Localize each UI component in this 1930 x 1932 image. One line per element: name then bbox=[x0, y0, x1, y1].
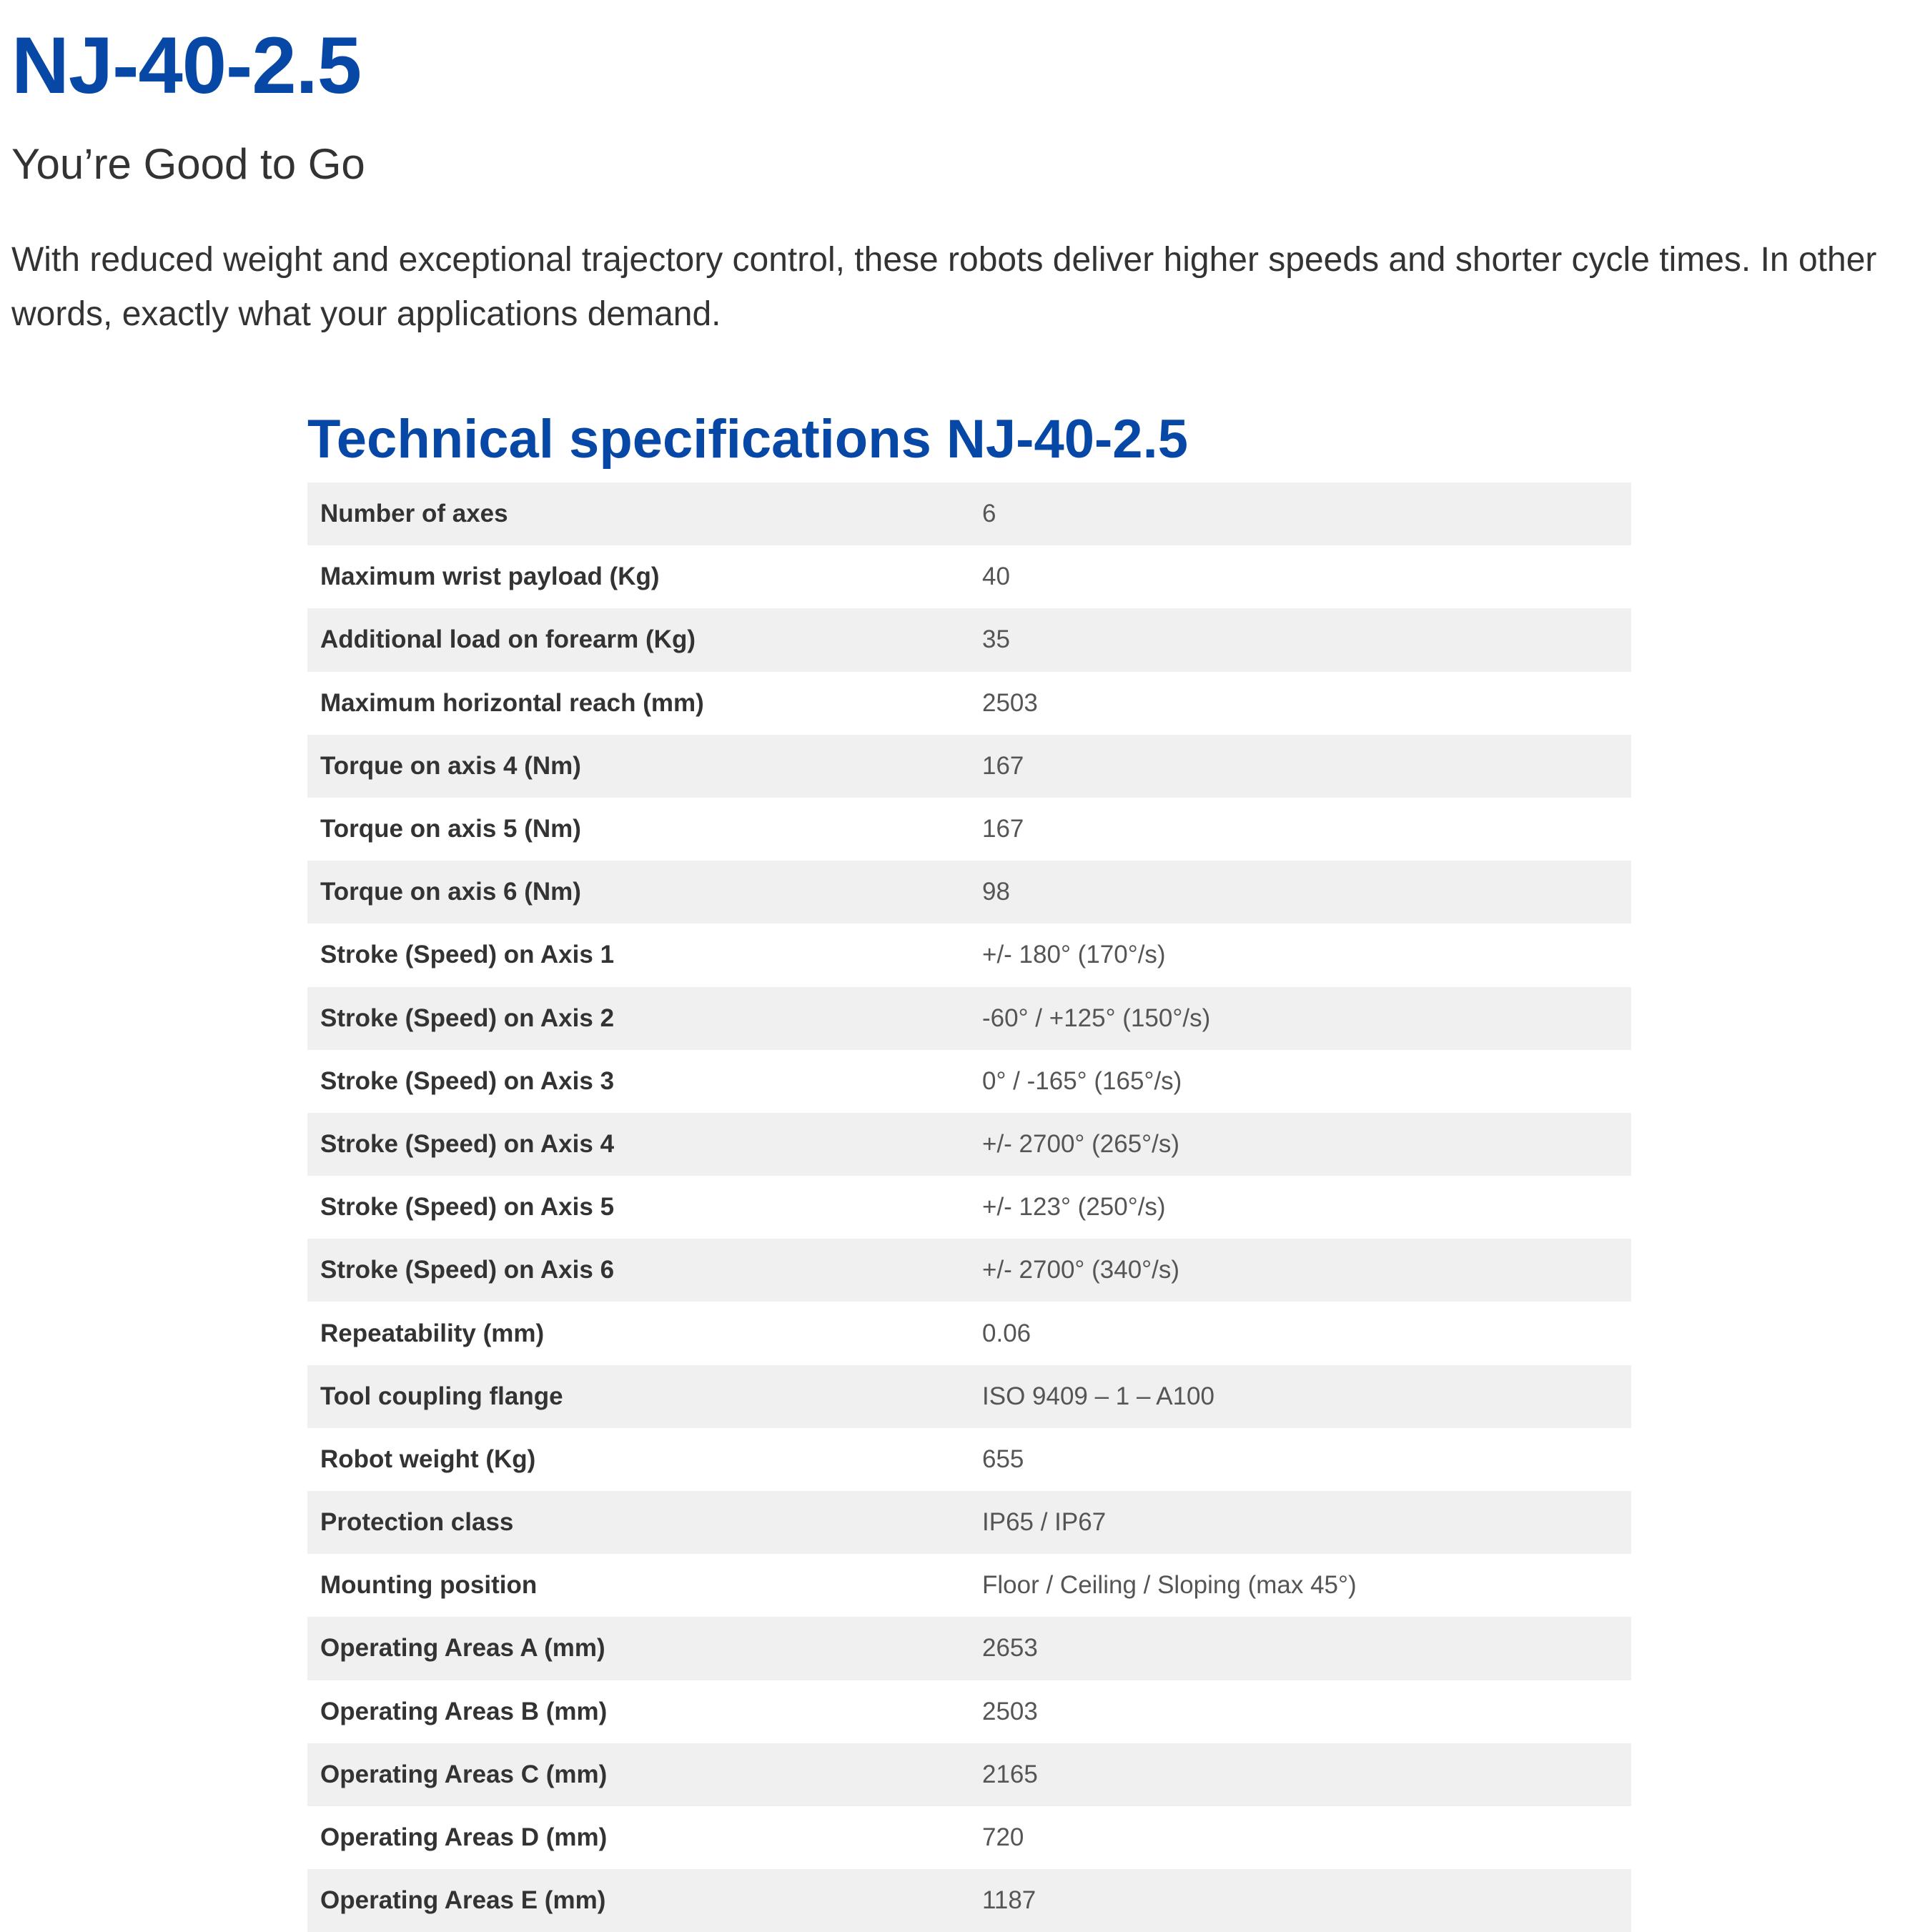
spec-row bbox=[307, 1365, 1631, 1428]
spec-row bbox=[307, 1617, 1631, 1680]
spec-label: Stroke (Speed) on Axis 6 bbox=[320, 1256, 615, 1284]
spec-row bbox=[307, 735, 1631, 798]
spec-label: Additional load on forearm (Kg) bbox=[320, 625, 696, 654]
spec-value: 40 bbox=[982, 563, 1010, 591]
spec-value: Floor / Ceiling / Sloping (max 45°) bbox=[982, 1571, 1357, 1600]
spec-value: 35 bbox=[982, 625, 1010, 654]
spec-row bbox=[307, 861, 1631, 923]
spec-value: ISO 9409 – 1 – A100 bbox=[982, 1382, 1214, 1410]
spec-table bbox=[307, 482, 1631, 1932]
spec-row bbox=[307, 1113, 1631, 1176]
spec-value: 2503 bbox=[982, 688, 1038, 717]
spec-label: Stroke (Speed) on Axis 5 bbox=[320, 1193, 615, 1222]
spec-row bbox=[307, 1806, 1631, 1869]
spec-table-body bbox=[307, 482, 1631, 1932]
spec-row bbox=[307, 1239, 1631, 1302]
spec-label: Torque on axis 4 (Nm) bbox=[320, 751, 581, 780]
spec-value: 167 bbox=[982, 751, 1024, 780]
spec-label: Operating Areas C (mm) bbox=[320, 1760, 608, 1788]
spec-row bbox=[307, 482, 1631, 545]
spec-value: 98 bbox=[982, 878, 1010, 906]
spec-value: 2653 bbox=[982, 1634, 1038, 1663]
spec-label: Maximum horizontal reach (mm) bbox=[320, 688, 704, 717]
spec-value: 720 bbox=[982, 1823, 1024, 1852]
spec-row bbox=[307, 1176, 1631, 1239]
spec-value: 0° / -165° (165°/s) bbox=[982, 1066, 1182, 1095]
spec-row bbox=[307, 1680, 1631, 1743]
spec-value: -60° / +125° (150°/s) bbox=[982, 1004, 1211, 1032]
spec-label: Mounting position bbox=[320, 1571, 538, 1600]
spec-label: Maximum wrist payload (Kg) bbox=[320, 563, 660, 591]
spec-label: Stroke (Speed) on Axis 1 bbox=[320, 941, 615, 969]
spec-value: 2503 bbox=[982, 1697, 1038, 1725]
spec-value: 6 bbox=[982, 500, 996, 528]
spec-value: 0.06 bbox=[982, 1319, 1031, 1347]
spec-row bbox=[307, 1050, 1631, 1113]
spec-value: 2165 bbox=[982, 1760, 1038, 1788]
spec-label: Tool coupling flange bbox=[320, 1382, 563, 1410]
spec-label: Stroke (Speed) on Axis 4 bbox=[320, 1129, 615, 1158]
spec-row bbox=[307, 1302, 1631, 1364]
spec-label: Repeatability (mm) bbox=[320, 1319, 545, 1347]
spec-row bbox=[307, 672, 1631, 735]
spec-value: 167 bbox=[982, 815, 1024, 843]
spec-value: 655 bbox=[982, 1445, 1024, 1473]
product-tagline: You’re Good to Go bbox=[11, 140, 365, 188]
spec-row bbox=[307, 608, 1631, 671]
product-description: With reduced weight and exceptional trajectory control, these robots deliver higher speeds and shorter cycle times. In other words, exactly what your applications demand. bbox=[11, 241, 1877, 333]
spec-label: Torque on axis 5 (Nm) bbox=[320, 815, 581, 843]
spec-value: +/- 2700° (265°/s) bbox=[982, 1129, 1180, 1158]
spec-row bbox=[307, 1428, 1631, 1491]
spec-label: Torque on axis 6 (Nm) bbox=[320, 878, 581, 906]
spec-value: +/- 2700° (340°/s) bbox=[982, 1256, 1180, 1284]
spec-value: +/- 123° (250°/s) bbox=[982, 1193, 1166, 1222]
spec-value: IP65 / IP67 bbox=[982, 1508, 1107, 1537]
spec-row bbox=[307, 923, 1631, 986]
spec-row bbox=[307, 1554, 1631, 1617]
spec-label: Protection class bbox=[320, 1508, 514, 1537]
spec-label: Operating Areas D (mm) bbox=[320, 1823, 608, 1852]
spec-row bbox=[307, 545, 1631, 608]
spec-row bbox=[307, 1743, 1631, 1806]
spec-value: 1187 bbox=[982, 1886, 1036, 1915]
specs-heading: Technical specifications NJ-40-2.5 bbox=[307, 409, 1188, 470]
spec-row bbox=[307, 798, 1631, 861]
spec-label: Number of axes bbox=[320, 500, 508, 528]
spec-label: Stroke (Speed) on Axis 2 bbox=[320, 1004, 615, 1032]
spec-row bbox=[307, 987, 1631, 1050]
spec-value: +/- 180° (170°/s) bbox=[982, 941, 1166, 969]
spec-label: Operating Areas A (mm) bbox=[320, 1634, 605, 1663]
product-title: NJ-40-2.5 bbox=[11, 21, 362, 110]
spec-label: Stroke (Speed) on Axis 3 bbox=[320, 1066, 615, 1095]
spec-label: Operating Areas B (mm) bbox=[320, 1697, 608, 1725]
spec-row bbox=[307, 1869, 1631, 1932]
spec-label: Robot weight (Kg) bbox=[320, 1445, 536, 1473]
spec-label: Operating Areas E (mm) bbox=[320, 1886, 606, 1915]
spec-row bbox=[307, 1491, 1631, 1554]
